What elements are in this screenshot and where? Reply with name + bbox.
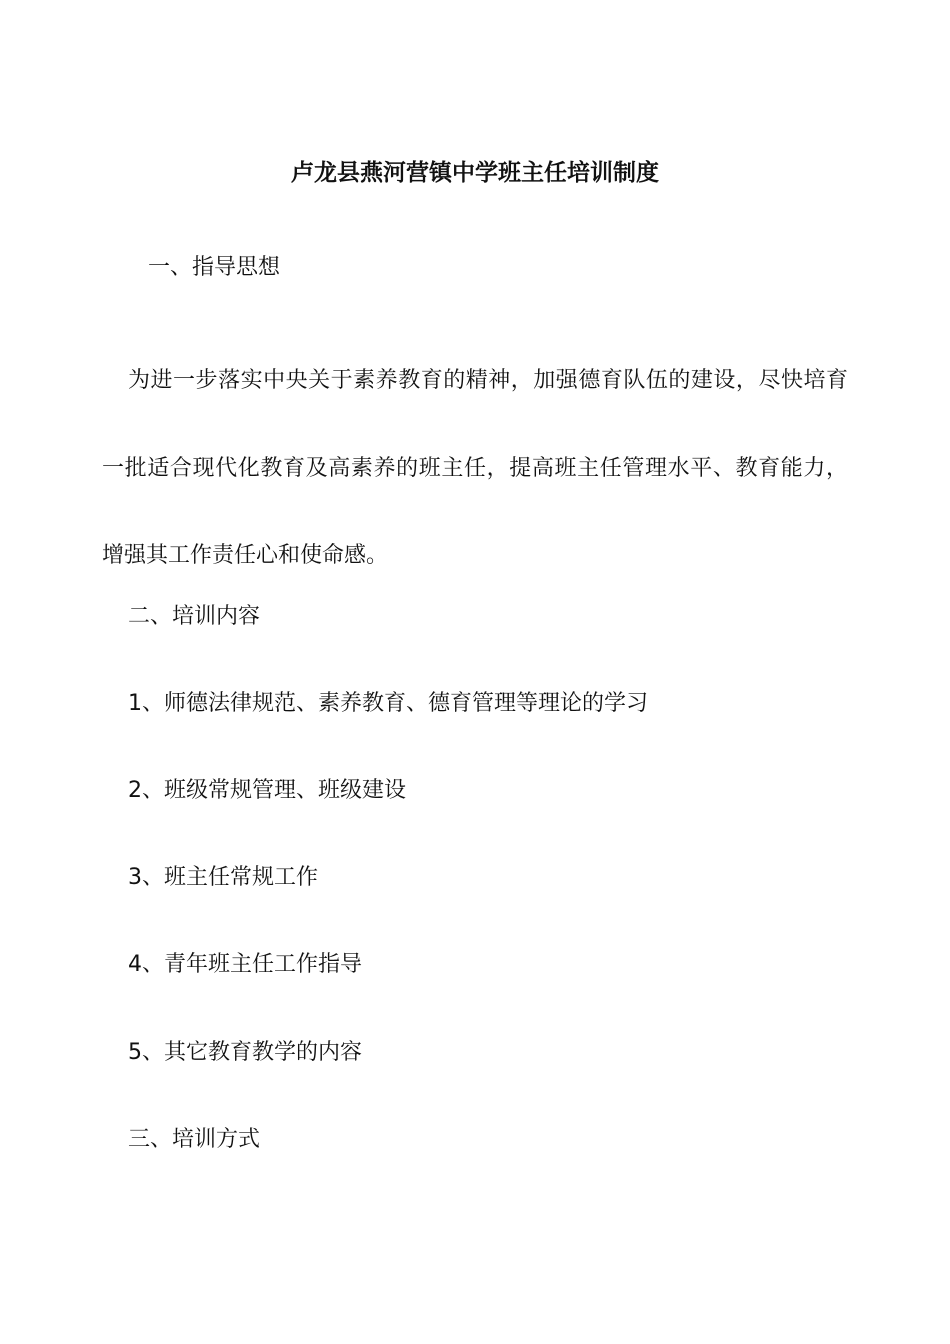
list-item: 3、班主任常规工作 (128, 865, 318, 890)
list-item: 1、师德法律规范、素养教育、德育管理等理论的学习 (128, 691, 648, 716)
section-heading-guiding-ideology: 一、指导思想 (148, 255, 281, 280)
section-heading-training-content: 二、培训内容 (128, 604, 261, 629)
section-heading-training-method: 三、培训方式 (128, 1127, 261, 1152)
list-item: 5、其它教育教学的内容 (128, 1040, 362, 1065)
document-title: 卢龙县燕河营镇中学班主任培训制度 (291, 160, 659, 186)
list-item: 2、班级常规管理、班级建设 (128, 778, 406, 803)
list-item: 4、青年班主任工作指导 (128, 952, 362, 977)
body-paragraph: 为进一步落实中央关于素养教育的精神，加强德育队伍的建设，尽快培育一批适合现代化教育及高素养的班主任，提高班主任管理水平、教育能力，增强其工作责任心和使命感。 (102, 368, 848, 568)
